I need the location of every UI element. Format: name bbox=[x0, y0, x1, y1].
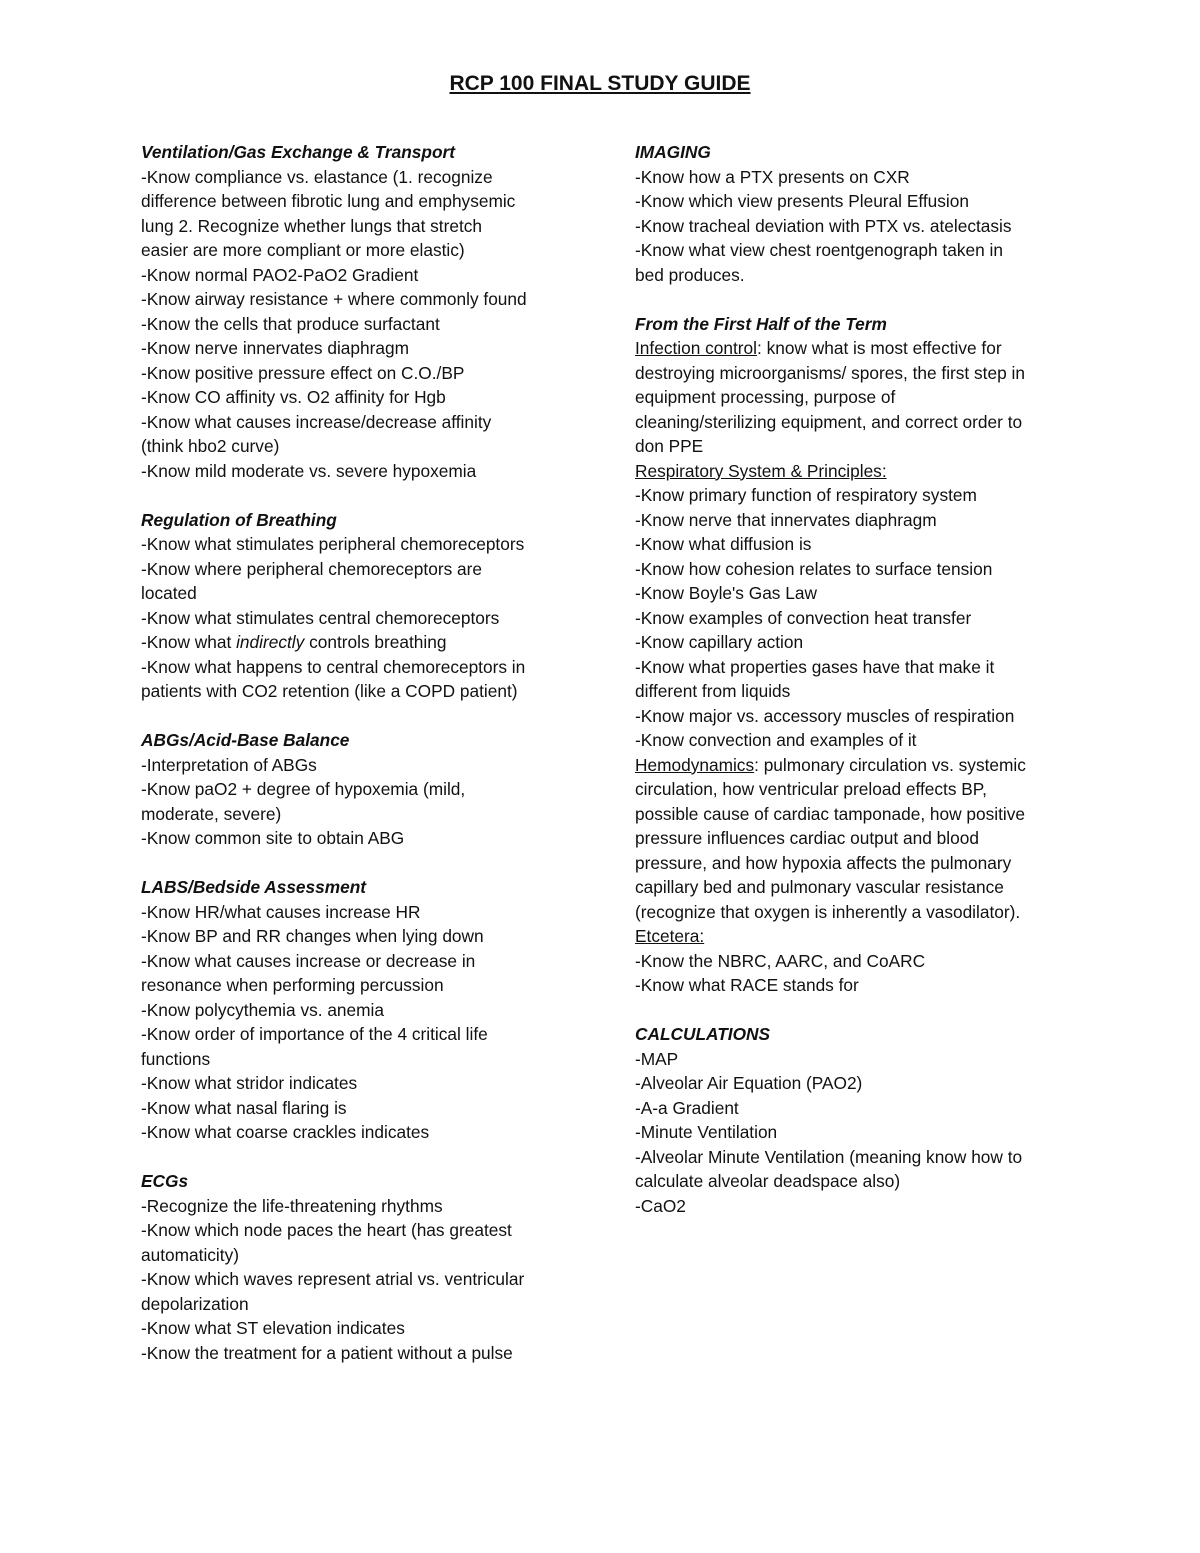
list-item: located bbox=[141, 583, 197, 603]
list-item: lung 2. Recognize whether lungs that stretch bbox=[141, 215, 483, 236]
list-item: pressure influences cardiac output and blood bbox=[635, 828, 979, 848]
list-item: calculate alveolar deadspace also) bbox=[635, 1171, 901, 1191]
list-item: -Know positive pressure effect on C.O./BP bbox=[141, 362, 465, 383]
subheading-hemodynamics: Hemodynamics bbox=[635, 754, 755, 775]
list-item: depolarization bbox=[141, 1293, 249, 1314]
list-item: -Know airway resistance + where commonly found bbox=[141, 289, 527, 309]
section-ecgs bbox=[141, 1169, 581, 1365]
list-item: -Know what diffusion is bbox=[635, 534, 812, 554]
list-item: -Alveolar Air Equation (PAO2) bbox=[635, 1073, 863, 1093]
list-item-text: -Know what bbox=[141, 632, 237, 652]
list-item: easier are more compliant or more elastic) bbox=[141, 240, 465, 260]
list-item: -Know CO affinity vs. O2 affinity for Hgb bbox=[141, 387, 446, 407]
list-item: -Know capillary action bbox=[635, 632, 804, 652]
list-item: -Know the treatment for a patient without a pulse bbox=[141, 1342, 513, 1363]
section-list bbox=[141, 900, 581, 1145]
list-item: -Know paO2 + degree of hypoxemia (mild, bbox=[141, 779, 466, 799]
list-item: -Know what nasal flaring is bbox=[141, 1097, 347, 1118]
section-title-calculations: CALCULATIONS bbox=[635, 1024, 771, 1044]
list-item: circulation, how ventricular preload effects BP, bbox=[635, 779, 987, 799]
list-item: -Know what causes increase or decrease in bbox=[141, 950, 476, 971]
list-item: -Know nerve innervates diaphragm bbox=[141, 338, 410, 358]
section-regulation bbox=[141, 508, 581, 704]
list-item: -Know HR/what causes increase HR bbox=[141, 901, 421, 922]
list-item: destroying microorganisms/ spores, the first step in bbox=[635, 362, 1025, 383]
section-title-ecgs: ECGs bbox=[141, 1171, 189, 1191]
list-item: -Know which waves represent atrial vs. ventricular bbox=[141, 1269, 525, 1289]
list-item: -Know what stimulates peripheral chemoreceptors bbox=[141, 534, 525, 554]
list-item: don PPE bbox=[635, 436, 704, 456]
emphasis-text: indirectly bbox=[236, 632, 305, 652]
list-item: -Know mild moderate vs. severe hypoxemia bbox=[141, 460, 477, 481]
list-item: -Know what properties gases have that make it bbox=[635, 656, 995, 677]
right-column bbox=[635, 140, 1075, 1243]
list-item: bed produces. bbox=[635, 264, 745, 285]
list-item: -Minute Ventilation bbox=[635, 1122, 778, 1142]
section-title-imaging: IMAGING bbox=[635, 142, 711, 162]
list-item: (think hbo2 curve) bbox=[141, 436, 280, 456]
list-item: -MAP bbox=[635, 1048, 679, 1069]
list-item: -Know nerve that innervates diaphragm bbox=[635, 509, 937, 530]
list-item-text: : pulmonary circulation vs. systemic bbox=[754, 754, 1026, 775]
document-title: RCP 100 FINAL STUDY GUIDE bbox=[449, 72, 751, 95]
list-item: -Know compliance vs. elastance (1. recognize bbox=[141, 166, 493, 187]
list-item: functions bbox=[141, 1048, 211, 1069]
section-list bbox=[635, 361, 1075, 459]
list-item: -Know convection and examples of it bbox=[635, 730, 917, 750]
section-title-regulation: Regulation of Breathing bbox=[141, 509, 337, 530]
list-item: possible cause of cardiac tamponade, how positive bbox=[635, 803, 1026, 824]
list-item-text: : know what is most effective for bbox=[757, 338, 1002, 358]
section-list bbox=[635, 949, 1075, 998]
list-item-text: controls breathing bbox=[304, 632, 447, 652]
section-title-first-half: From the First Half of the Term bbox=[635, 313, 887, 334]
list-item: -A-a Gradient bbox=[635, 1097, 739, 1118]
list-item: -Know major vs. accessory muscles of respiration bbox=[635, 705, 1015, 726]
list-item: -Know polycythemia vs. anemia bbox=[141, 999, 385, 1020]
section-imaging bbox=[635, 140, 1075, 287]
list-item: -Know normal PAO2-PaO2 Gradient bbox=[141, 264, 419, 285]
list-item: -Know Boyle's Gas Law bbox=[635, 583, 817, 603]
list-item: -Know the cells that produce surfactant bbox=[141, 313, 440, 334]
list-item: -Alveolar Minute Ventilation (meaning know how to bbox=[635, 1146, 1023, 1167]
left-column bbox=[141, 140, 581, 1390]
list-item: equipment processing, purpose of bbox=[635, 387, 896, 407]
list-item: -Know order of importance of the 4 critical life bbox=[141, 1024, 488, 1044]
list-item bbox=[635, 336, 1075, 361]
list-item: -Know which node paces the heart (has greatest bbox=[141, 1220, 512, 1240]
list-item: -Know BP and RR changes when lying down bbox=[141, 926, 484, 946]
list-item: -Recognize the life-threatening rhythms bbox=[141, 1195, 443, 1216]
section-list bbox=[635, 165, 1075, 288]
list-item: -Know what coarse crackles indicates bbox=[141, 1122, 430, 1142]
section-title-labs: LABS/Bedside Assessment bbox=[141, 877, 367, 897]
list-item: moderate, severe) bbox=[141, 803, 282, 824]
section-first-half bbox=[635, 312, 1075, 998]
list-item: difference between fibrotic lung and emphysemic bbox=[141, 191, 516, 211]
list-item: patients with CO2 retention (like a COPD patient) bbox=[141, 681, 518, 701]
section-calculations bbox=[635, 1022, 1075, 1218]
list-item: -Know examples of convection heat transfer bbox=[635, 607, 972, 628]
section-labs bbox=[141, 875, 581, 1145]
list-item: different from liquids bbox=[635, 681, 791, 701]
section-list bbox=[141, 1194, 581, 1366]
section-list bbox=[141, 753, 581, 851]
section-list bbox=[141, 655, 581, 704]
list-item: -Know the NBRC, AARC, and CoARC bbox=[635, 950, 926, 971]
subheading-respiratory-system: Respiratory System & Principles: bbox=[635, 460, 887, 481]
section-list bbox=[635, 777, 1075, 924]
list-item: (recognize that oxygen is inherently a vasodilator). bbox=[635, 901, 1021, 922]
section-list bbox=[141, 532, 581, 630]
section-list bbox=[141, 165, 581, 484]
list-item: -Know where peripheral chemoreceptors are bbox=[141, 558, 482, 579]
section-list bbox=[635, 1047, 1075, 1219]
list-item: -Know tracheal deviation with PTX vs. atelectasis bbox=[635, 215, 1012, 236]
list-item bbox=[635, 753, 1075, 778]
list-item: -Know what happens to central chemoreceptors in bbox=[141, 656, 526, 677]
section-list bbox=[635, 483, 1075, 753]
section-title-ventilation: Ventilation/Gas Exchange & Transport bbox=[141, 142, 456, 162]
subheading-etcetera: Etcetera: bbox=[635, 926, 705, 946]
list-item: -Know what stimulates central chemoreceptors bbox=[141, 607, 500, 628]
list-item: -Know primary function of respiratory system bbox=[635, 485, 977, 505]
subheading-infection-control: Infection control bbox=[635, 338, 757, 358]
list-item: -Know how a PTX presents on CXR bbox=[635, 166, 910, 187]
list-item: -Know what RACE stands for bbox=[635, 975, 859, 995]
list-item: -Know common site to obtain ABG bbox=[141, 828, 405, 848]
list-item: capillary bed and pulmonary vascular resistance bbox=[635, 877, 1004, 897]
section-title-abgs: ABGs/Acid-Base Balance bbox=[141, 730, 350, 750]
list-item: automaticity) bbox=[141, 1244, 239, 1265]
list-item: -Know what stridor indicates bbox=[141, 1073, 358, 1093]
section-ventilation bbox=[141, 140, 581, 483]
list-item: cleaning/sterilizing equipment, and correct order to bbox=[635, 411, 1023, 432]
list-item: resonance when performing percussion bbox=[141, 975, 444, 995]
list-item: -Know what ST elevation indicates bbox=[141, 1318, 405, 1338]
section-abgs bbox=[141, 728, 581, 851]
list-item: -CaO2 bbox=[635, 1195, 686, 1216]
list-item bbox=[141, 630, 581, 655]
list-item: -Know how cohesion relates to surface tension bbox=[635, 558, 993, 579]
list-item: -Know what causes increase/decrease affinity bbox=[141, 411, 492, 432]
list-item: -Know what view chest roentgenograph taken in bbox=[635, 240, 1003, 260]
list-item: -Interpretation of ABGs bbox=[141, 754, 317, 775]
list-item: -Know which view presents Pleural Effusion bbox=[635, 191, 969, 211]
list-item: pressure, and how hypoxia affects the pulmonary bbox=[635, 852, 1012, 873]
